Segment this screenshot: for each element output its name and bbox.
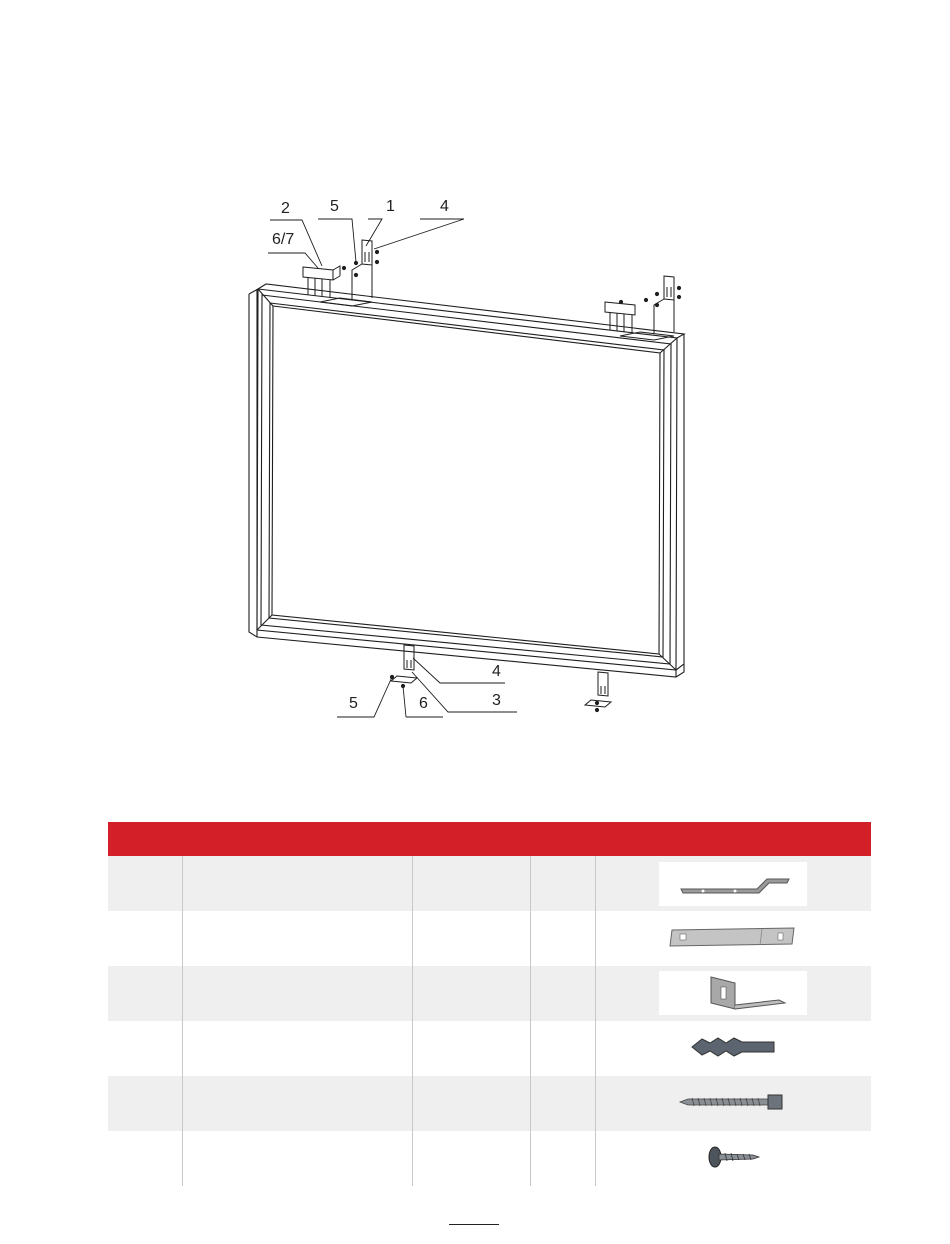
- callout-5-bottom: 5: [349, 695, 358, 712]
- l-bracket-image: [659, 971, 807, 1015]
- callout-4-top: 4: [440, 198, 449, 215]
- callout-6-7: 6/7: [272, 231, 295, 248]
- row-spec: [413, 856, 531, 911]
- short-screw-image: [705, 1144, 761, 1173]
- row-image-cell: [595, 1076, 871, 1131]
- header-col-4: [531, 822, 596, 856]
- row-spec: [413, 911, 531, 966]
- row-name: [182, 966, 412, 1021]
- row-spec: [413, 1021, 531, 1076]
- row-name: [182, 1076, 412, 1131]
- row-image-cell: [595, 966, 871, 1021]
- table-header-row: [108, 822, 871, 856]
- bottom-right-bracket: [585, 672, 611, 712]
- table-row: [108, 911, 871, 966]
- row-no: [108, 1021, 182, 1076]
- table-row: [108, 966, 871, 1021]
- whiteboard-frame: [249, 284, 684, 677]
- table-row: [108, 1131, 871, 1186]
- table-row: [108, 1076, 871, 1131]
- parts-table: [108, 822, 871, 1186]
- callout-1: 1: [386, 198, 395, 215]
- header-col-3: [413, 822, 531, 856]
- row-image-cell: [595, 1021, 871, 1076]
- row-name: [182, 911, 412, 966]
- row-spec: [413, 1076, 531, 1131]
- row-image-cell: [595, 911, 871, 966]
- row-no: [108, 856, 182, 911]
- footer-rule: [449, 1224, 499, 1225]
- row-no: [108, 1076, 182, 1131]
- row-no: [108, 911, 182, 966]
- long-screw-image: [678, 1091, 788, 1116]
- header-col-1: [108, 822, 182, 856]
- row-no: [108, 966, 182, 1021]
- callout-3: 3: [492, 692, 501, 709]
- callout-5-top: 5: [330, 198, 339, 215]
- table-row: [108, 856, 871, 911]
- bracket-hook-image: [659, 862, 807, 906]
- header-col-5: [595, 822, 871, 856]
- row-qty: [531, 856, 596, 911]
- row-qty: [531, 1076, 596, 1131]
- top-leader-lines: [268, 219, 464, 268]
- callout-4-bottom: 4: [492, 663, 501, 680]
- row-image-cell: [595, 1131, 871, 1186]
- table-row: [108, 1021, 871, 1076]
- row-qty: [531, 1131, 596, 1186]
- row-no: [108, 1131, 182, 1186]
- callout-2: 2: [281, 200, 290, 217]
- row-qty: [531, 966, 596, 1021]
- row-spec: [413, 966, 531, 1021]
- row-qty: [531, 1021, 596, 1076]
- row-name: [182, 1131, 412, 1186]
- wall-anchor-image: [688, 1035, 778, 1062]
- flat-slotted-bracket-image: [668, 924, 798, 953]
- row-image-cell: [595, 856, 871, 911]
- callout-6-bottom: 6: [419, 695, 428, 712]
- row-qty: [531, 911, 596, 966]
- row-name: [182, 856, 412, 911]
- row-name: [182, 1021, 412, 1076]
- header-col-2: [182, 822, 412, 856]
- row-spec: [413, 1131, 531, 1186]
